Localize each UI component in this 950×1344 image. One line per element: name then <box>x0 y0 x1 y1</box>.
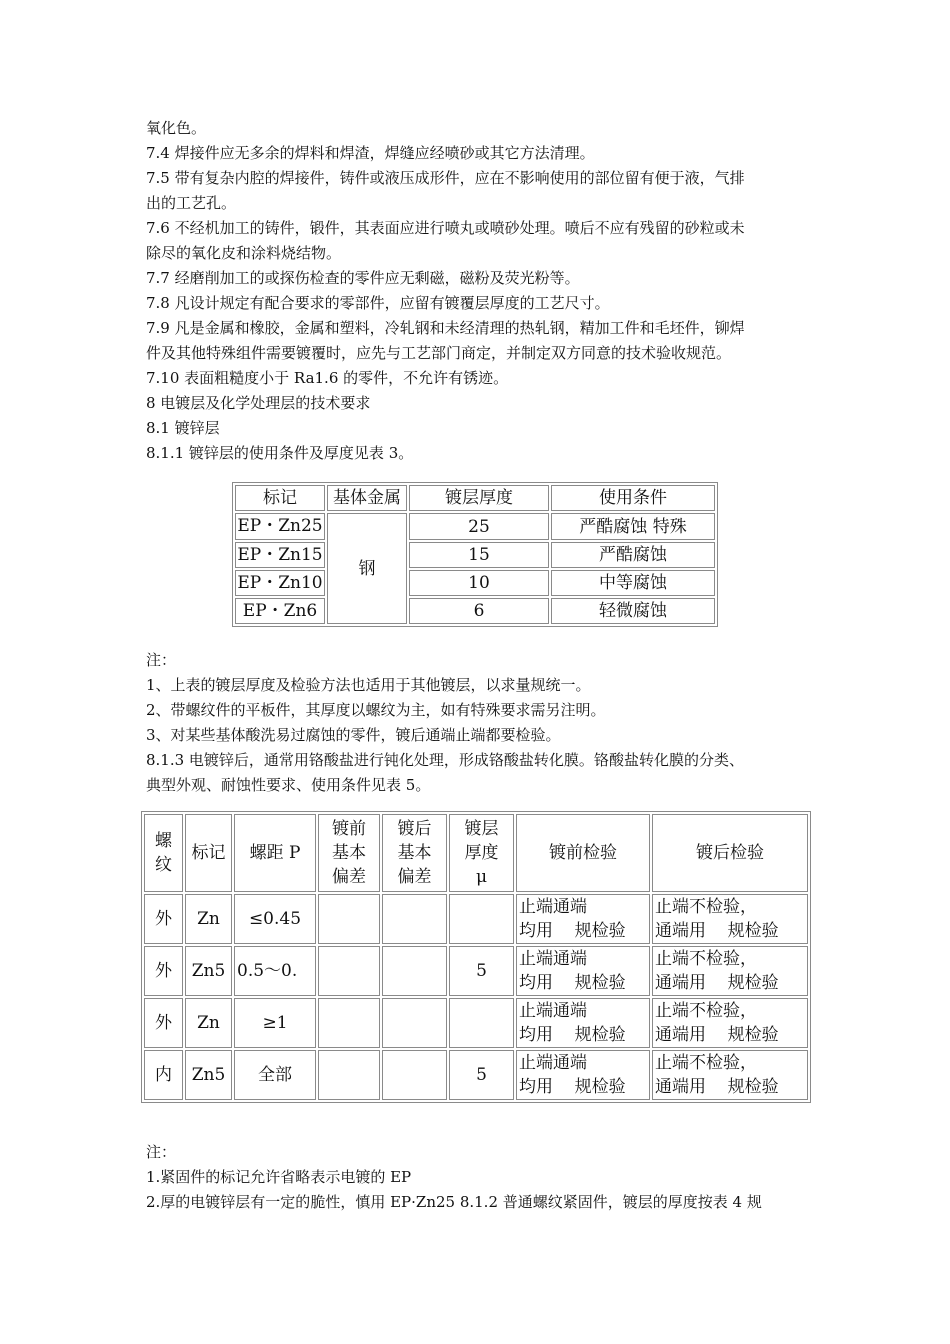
table-cell-thickness: 10 <box>409 570 549 596</box>
table-row <box>235 513 715 540</box>
table-cell-thickness <box>449 894 514 944</box>
table-cell-condition: 严酷腐蚀 特殊 <box>551 513 715 540</box>
text-line: 7.10 表面粗糙度小于 Ra1.6 的零件，不允许有锈迹。 <box>146 369 509 387</box>
table-cell-mark: EP・Zn6 <box>235 598 325 624</box>
table-row <box>235 570 715 596</box>
table-cell-pitch: ≤0.45 <box>234 894 316 944</box>
notes-label: 注： <box>146 651 177 669</box>
table-cell-condition: 轻微腐蚀 <box>551 598 715 624</box>
table-cell-post-check: 止端不检验， 通端用 规检验 <box>652 998 808 1048</box>
table-cell-thickness: 25 <box>409 513 549 540</box>
notes-label: 注： <box>146 1143 177 1161</box>
thread-inspection-table <box>141 811 811 1103</box>
table-cell-pre-check: 止端通端 均用 规检验 <box>516 1050 650 1100</box>
text-line: 典型外观、耐蚀性要求、使用条件见表 5。 <box>146 776 431 794</box>
table-cell-pre-deviation <box>318 946 380 996</box>
table-cell-pre-deviation <box>318 1050 380 1100</box>
table-row <box>235 598 715 624</box>
table-cell-pre-check: 止端通端 均用 规检验 <box>516 946 650 996</box>
text-line: 7.7 经磨削加工的或探伤检查的零件应无剩磁，磁粉及荧光粉等。 <box>146 269 580 287</box>
zinc-thickness-table <box>232 482 718 627</box>
table-cell-pre-check: 止端通端 均用 规检验 <box>516 894 650 944</box>
text-line: 除尽的氧化皮和涂料烧结物。 <box>146 244 342 262</box>
table-cell-pitch: ≥1 <box>234 998 316 1048</box>
table-cell-mark: EP・Zn15 <box>235 542 325 568</box>
table-header-row <box>144 814 808 892</box>
table-cell-thickness: 6 <box>409 598 549 624</box>
table-cell-post-check: 止端不检验， 通端用 规检验 <box>652 894 808 944</box>
table-header-pre-deviation: 镀前 基本 偏差 <box>318 814 380 892</box>
table-cell-condition: 严酷腐蚀 <box>551 542 715 568</box>
table-header: 使用条件 <box>551 485 715 511</box>
table-cell-post-check: 止端不检验， 通端用 规检验 <box>652 1050 808 1100</box>
table-cell-thread: 内 <box>144 1050 183 1100</box>
table-cell-mark: Zn <box>185 894 232 944</box>
table-cell-thickness: 5 <box>449 946 514 996</box>
note-item: 2、带螺纹件的平板件，其厚度以螺纹为主，如有特殊要求需另注明。 <box>146 701 606 719</box>
table-header-pitch: 螺距 P <box>234 814 316 892</box>
table-row <box>144 1050 808 1100</box>
table-header-row <box>235 485 715 511</box>
text-line: 7.5 带有复杂内腔的焊接件，铸件或液压成形件，应在不影响使用的部位留有便于液，气排 <box>146 169 745 187</box>
table-cell-thickness: 5 <box>449 1050 514 1100</box>
table-cell-mark: EP・Zn10 <box>235 570 325 596</box>
table-row <box>144 998 808 1048</box>
table-cell-thread: 外 <box>144 998 183 1048</box>
subsection-heading: 8.1 镀锌层 <box>146 419 220 437</box>
table-cell-post-deviation <box>382 946 447 996</box>
table-header: 标记 <box>235 485 325 511</box>
section-heading: 8 电镀层及化学处理层的技术要求 <box>146 394 371 412</box>
text-line: 件及其他特殊组件需要镀覆时，应先与工艺部门商定，并制定双方同意的技术验收规范。 <box>146 344 732 362</box>
table-cell-base-metal: 钢 <box>327 513 407 624</box>
text-line: 7.4 焊接件应无多余的焊料和焊渣，焊缝应经喷砂或其它方法清理。 <box>146 144 595 162</box>
note-item: 1.紧固件的标记允许省略表示电镀的 EP <box>146 1168 412 1186</box>
table-cell-pitch: 全部 <box>234 1050 316 1100</box>
table-cell-thread: 外 <box>144 894 183 944</box>
table-cell-post-deviation <box>382 998 447 1048</box>
table-cell-mark: Zn <box>185 998 232 1048</box>
note-item: 2.厚的电镀锌层有一定的脆性，慎用 EP·Zn25 8.1.2 普通螺纹紧固件，镀层的厚度按表 4 规 <box>146 1193 762 1211</box>
table-cell-mark: Zn5 <box>185 1050 232 1100</box>
text-line: 8.1.1 镀锌层的使用条件及厚度见表 3。 <box>146 444 414 462</box>
note-item: 1、上表的镀层厚度及检验方法也适用于其他镀层，以求量规统一。 <box>146 676 591 694</box>
table-header-mark: 标记 <box>185 814 232 892</box>
table-header-pre-check: 镀前检验 <box>516 814 650 892</box>
table-cell-mark: Zn5 <box>185 946 232 996</box>
table-cell-thickness: 15 <box>409 542 549 568</box>
table-cell-thickness <box>449 998 514 1048</box>
table-header-thread: 螺 纹 <box>144 814 183 892</box>
table-header-post-deviation: 镀后 基本 偏差 <box>382 814 447 892</box>
table-cell-thread: 外 <box>144 946 183 996</box>
table-cell-post-deviation <box>382 894 447 944</box>
text-line: 氧化色。 <box>146 119 207 137</box>
table-cell-pitch: 0.5～0. <box>234 946 316 996</box>
note-item: 3、对某些基体酸洗易过腐蚀的零件，镀后通端止端都要检验。 <box>146 726 561 744</box>
table-row <box>144 894 808 944</box>
table-header: 基体金属 <box>327 485 407 511</box>
table-cell-pre-check: 止端通端 均用 规检验 <box>516 998 650 1048</box>
table-cell-condition: 中等腐蚀 <box>551 570 715 596</box>
table-cell-pre-deviation <box>318 998 380 1048</box>
table-cell-post-check: 止端不检验， 通端用 规检验 <box>652 946 808 996</box>
table-header: 镀层厚度 <box>409 485 549 511</box>
table-cell-mark: EP・Zn25 <box>235 513 325 540</box>
table-row <box>235 542 715 568</box>
text-line: 7.8 凡设计规定有配合要求的零部件，应留有镀覆层厚度的工艺尺寸。 <box>146 294 610 312</box>
text-line: 8.1.3 电镀锌后，通常用铬酸盐进行钝化处理，形成铬酸盐转化膜。铬酸盐转化膜的分类、 <box>146 751 744 769</box>
table-cell-post-deviation <box>382 1050 447 1100</box>
text-line: 7.9 凡是金属和橡胶，金属和塑料，冷轧钢和未经清理的热轧钢，精加工件和毛坯件，铆焊 <box>146 319 745 337</box>
text-line: 出的工艺孔。 <box>146 194 237 212</box>
table-cell-pre-deviation <box>318 894 380 944</box>
table-header-thickness: 镀层 厚度 μ <box>449 814 514 892</box>
table-row <box>144 946 808 996</box>
text-line: 7.6 不经机加工的铸件，锻件，其表面应进行喷丸或喷砂处理。喷后不应有残留的砂粒或未 <box>146 219 745 237</box>
table-header-post-check: 镀后检验 <box>652 814 808 892</box>
